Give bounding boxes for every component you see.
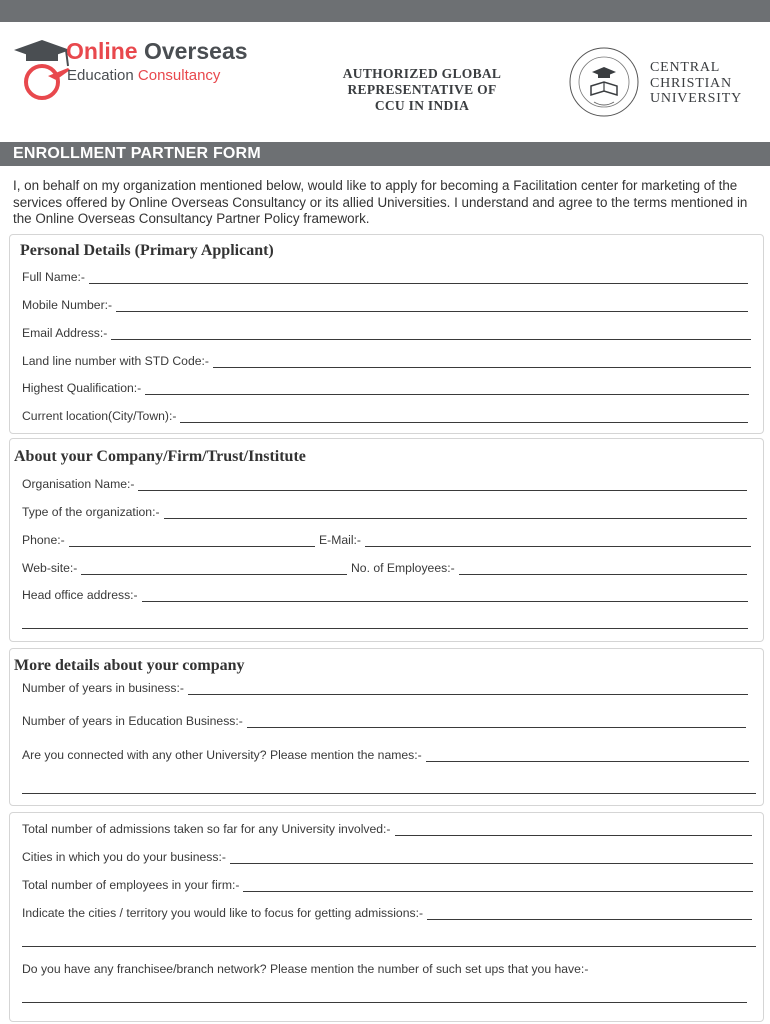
full-name-row[interactable] bbox=[22, 270, 748, 284]
email-row[interactable] bbox=[22, 326, 751, 340]
logo-word-consultancy: Consultancy bbox=[137, 67, 221, 84]
mobile-label: Mobile Number:- bbox=[22, 298, 113, 312]
other-university-label: Are you connected with any other University? Please mention the names:- bbox=[22, 748, 422, 762]
intro-paragraph: I, on behalf on my organization mentioned below, would like to apply for becoming a Facilitation center for marketing of the services offered by Online Overseas Consultancy or its allied Universities. I understand and agree to the terms mentioned in the Online Overseas Consultancy Partner Policy framework. bbox=[13, 178, 748, 226]
landline-label: Land line number with STD Code:- bbox=[22, 354, 209, 368]
top-bar bbox=[0, 0, 770, 22]
authorized-line-3: CCU IN INDIA bbox=[374, 98, 470, 113]
years-education-label: Number of years in Education Business:- bbox=[22, 714, 243, 728]
focus-cities-label: Indicate the cities / territory you would like to focus for getting admissions:- bbox=[22, 906, 424, 920]
total-admissions-field[interactable] bbox=[395, 823, 753, 836]
location-field[interactable] bbox=[180, 410, 748, 423]
employees-count-field[interactable] bbox=[459, 562, 747, 575]
total-employees-row[interactable] bbox=[22, 878, 753, 892]
org-name-row[interactable] bbox=[22, 477, 747, 491]
business-cities-row[interactable] bbox=[22, 850, 753, 864]
logo-word-overseas: Overseas bbox=[143, 38, 248, 64]
business-cities-label: Cities in which you do your business:- bbox=[22, 850, 226, 864]
years-education-field[interactable] bbox=[247, 715, 746, 728]
qualification-field[interactable] bbox=[145, 382, 749, 395]
ccu-name bbox=[650, 60, 742, 107]
org-name-field[interactable] bbox=[138, 478, 747, 491]
email-label: Email Address:- bbox=[22, 326, 108, 340]
authorized-representative-text bbox=[318, 66, 526, 114]
other-university-continuation-line[interactable] bbox=[22, 793, 756, 794]
ooec-logo-subtitle bbox=[67, 67, 220, 84]
years-business-label: Number of years in business:- bbox=[22, 681, 184, 695]
ooec-logo-title bbox=[66, 38, 248, 65]
years-business-field[interactable] bbox=[188, 682, 748, 695]
phone-row[interactable] bbox=[22, 533, 315, 547]
ccu-name-line-1: CENTRAL bbox=[650, 60, 721, 75]
franchisee-label: Do you have any franchisee/branch network? Please mention the number of such set ups that you have:- bbox=[22, 962, 589, 976]
head-office-row[interactable] bbox=[22, 588, 748, 602]
other-university-row[interactable] bbox=[22, 748, 749, 762]
employees-count-label: No. of Employees:- bbox=[351, 561, 455, 575]
franchisee-row bbox=[22, 962, 752, 976]
focus-cities-row[interactable] bbox=[22, 906, 752, 920]
personal-details-title: Personal Details (Primary Applicant) bbox=[20, 242, 274, 259]
other-university-field[interactable] bbox=[426, 749, 749, 762]
org-name-label: Organisation Name:- bbox=[22, 477, 135, 491]
location-label: Current location(City/Town):- bbox=[22, 409, 177, 423]
logo-word-education: Education bbox=[67, 67, 134, 84]
org-type-row[interactable] bbox=[22, 505, 747, 519]
full-name-label: Full Name:- bbox=[22, 270, 85, 284]
location-row[interactable] bbox=[22, 409, 748, 423]
email-field[interactable] bbox=[111, 327, 751, 340]
mobile-row[interactable] bbox=[22, 298, 748, 312]
company-email-field[interactable] bbox=[365, 534, 751, 547]
landline-field[interactable] bbox=[213, 355, 751, 368]
org-type-label: Type of the organization:- bbox=[22, 505, 160, 519]
website-field[interactable] bbox=[81, 562, 347, 575]
ccu-name-line-2: CHRISTIAN bbox=[650, 75, 732, 91]
business-cities-field[interactable] bbox=[230, 851, 753, 864]
years-business-row[interactable] bbox=[22, 681, 748, 695]
qualification-row[interactable] bbox=[22, 381, 749, 395]
head-office-continuation-line[interactable] bbox=[22, 628, 748, 629]
total-admissions-label: Total number of admissions taken so far for any University involved:- bbox=[22, 822, 391, 836]
authorized-line-1: AUTHORIZED GLOBAL bbox=[342, 66, 502, 81]
company-email-label: E-Mail:- bbox=[319, 533, 361, 547]
years-education-row[interactable] bbox=[22, 714, 746, 728]
phone-field[interactable] bbox=[69, 534, 315, 547]
ccu-name-line-3: UNIVERSITY bbox=[650, 91, 742, 106]
full-name-field[interactable] bbox=[89, 271, 748, 284]
head-office-label: Head office address:- bbox=[22, 588, 138, 602]
phone-label: Phone:- bbox=[22, 533, 65, 547]
mobile-field[interactable] bbox=[116, 299, 748, 312]
landline-row[interactable] bbox=[22, 354, 751, 368]
total-employees-label: Total number of employees in your firm:- bbox=[22, 878, 240, 892]
more-details-title: More details about your company bbox=[14, 657, 245, 674]
total-admissions-row[interactable] bbox=[22, 822, 752, 836]
org-type-field[interactable] bbox=[164, 506, 747, 519]
website-label: Web-site:- bbox=[22, 561, 78, 575]
franchisee-answer-line[interactable] bbox=[22, 1002, 747, 1003]
logo-word-online: Online bbox=[66, 38, 138, 64]
website-row[interactable] bbox=[22, 561, 347, 575]
ccu-seal-icon bbox=[567, 46, 641, 118]
qualification-label: Highest Qualification:- bbox=[22, 381, 142, 395]
employees-count-row[interactable] bbox=[351, 561, 747, 575]
focus-cities-continuation-line[interactable] bbox=[22, 946, 756, 947]
company-section-title: About your Company/Firm/Trust/Institute bbox=[14, 448, 306, 465]
total-employees-field[interactable] bbox=[243, 879, 753, 892]
focus-cities-field[interactable] bbox=[427, 907, 752, 920]
authorized-line-2: REPRESENTATIVE OF bbox=[347, 82, 497, 97]
company-email-row[interactable] bbox=[319, 533, 751, 547]
head-office-field[interactable] bbox=[142, 589, 748, 602]
form-title-band bbox=[0, 142, 770, 166]
form-title: ENROLLMENT PARTNER FORM bbox=[13, 145, 261, 162]
